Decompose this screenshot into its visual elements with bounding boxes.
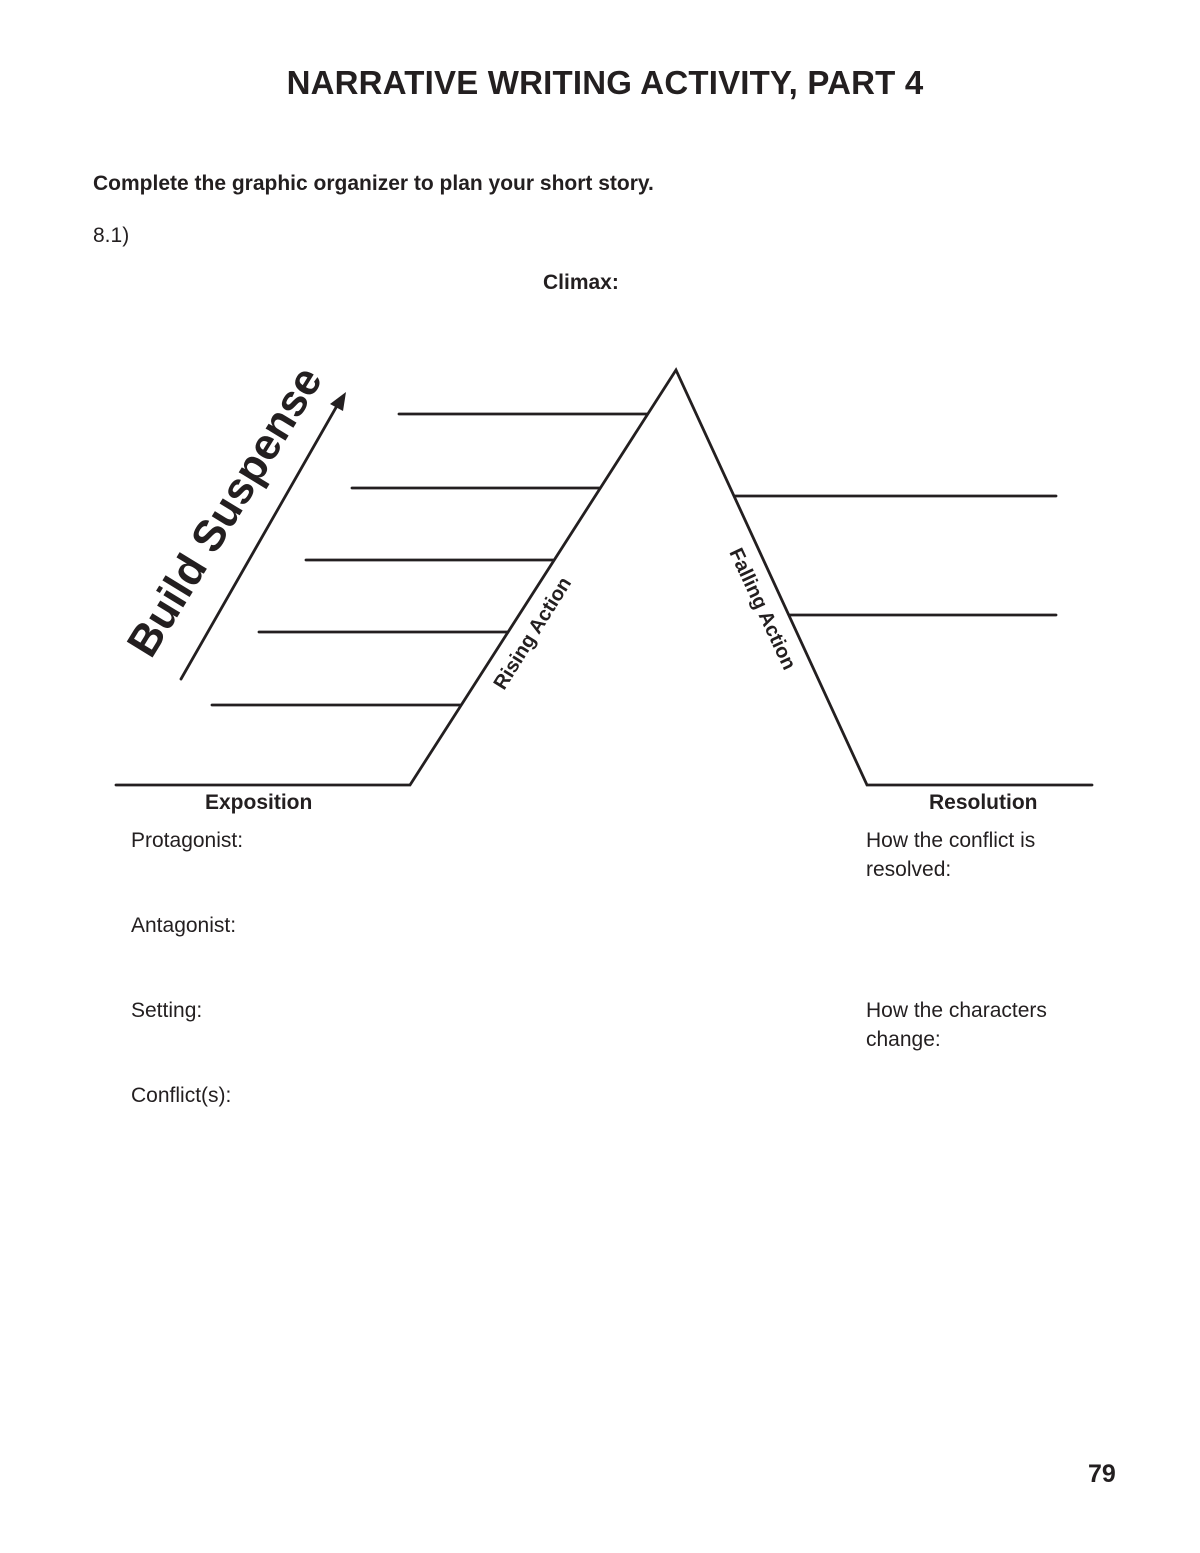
- arrow-head-icon: [330, 392, 346, 411]
- page-number: 79: [1088, 1460, 1116, 1488]
- antagonist-label: Antagonist:: [131, 914, 237, 937]
- characters-change-label: How the characters change:: [866, 999, 1047, 1051]
- conflict-resolved-label: How the conflict is resolved:: [866, 829, 1036, 881]
- falling-action-label: Falling Action: [724, 544, 800, 674]
- climax-label: Climax:: [543, 271, 619, 294]
- resolution-label: Resolution: [929, 791, 1038, 814]
- exposition-label: Exposition: [205, 791, 313, 814]
- rising-action-label: Rising Action: [489, 573, 577, 694]
- instruction-text: Complete the graphic organizer to plan your short story.: [93, 172, 654, 195]
- page-title: NARRATIVE WRITING ACTIVITY, PART 4: [286, 64, 924, 101]
- build-suspense-label: Build Suspense: [117, 358, 332, 666]
- conflicts-label: Conflict(s):: [131, 1084, 232, 1107]
- setting-label: Setting:: [131, 999, 203, 1022]
- question-number: 8.1): [93, 224, 130, 247]
- protagonist-label: Protagonist:: [131, 829, 244, 852]
